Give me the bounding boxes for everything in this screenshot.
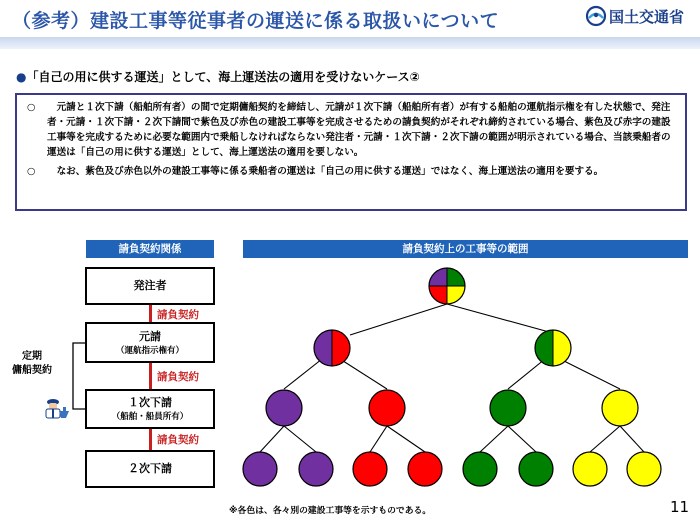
contract-label: 請負契約 [157,371,199,383]
node-red [408,452,442,486]
node-purple [243,452,277,486]
charter-label [12,350,52,378]
tier4-nodes [243,452,661,486]
box-first-label: １次下請 [128,396,172,409]
ministry-emblem-icon [585,5,607,27]
footnote: ※各色は、各々別の建設工事等を示すものである。 [229,506,432,516]
scope-tree [240,258,690,494]
contract-line [149,305,152,322]
ministry-logo [583,4,695,28]
node-yellow [573,452,607,486]
note-mark: ○ [27,102,36,113]
ship-captain-icon [40,394,70,422]
note-text: 元請と１次下請（船舶所有者）の間で定期傭船契約を締結し、元請が１次下請（船舶所有者）が有する船舶の運航指示権を有した状態で、発注者・元請・１次下請・２次下請間で紫色及び赤色の建設工事等を完成させるための請負契約がそれぞれ締約されている場合、紫色及び赤字の建設工事等を完成するために必要な範囲内で乗船しなければならない発注者・元請・１次下請・２次下請の範囲が明示されている場合、当該乗船者の運送は「自己の用に供する運送」として、海上運送法の適用を要しない。 [47,102,671,158]
contract-relation-header: 請負契約関係 [86,240,214,258]
case-heading [16,68,420,85]
page-number: 11 [670,498,690,516]
bullet-dot: ● [16,70,27,84]
contract-line [149,429,152,450]
charter-label-line2: 傭船契約 [12,365,52,376]
contract-label: 請負契約 [157,434,199,446]
ministry-name: 国土交通省 [609,8,685,26]
box-first-sub: （船舶・船員所有） [111,412,189,422]
node-purple [266,390,302,426]
page-title: （参考）建設工事等従事者の運送に係る取扱いについて [12,10,500,32]
notes-box [15,93,687,211]
note-item [27,164,675,179]
box-prime-sub: （運航指示権有） [115,346,184,356]
node-yellow [627,452,661,486]
box-first-subcontractor [85,389,215,429]
node-prime-left [314,330,350,366]
case-heading-text: 「自己の用に供する運送」として、海上運送法の適用を受けないケース② [26,70,420,84]
charter-label-line1: 定期 [22,351,42,362]
contract-line [149,363,152,389]
node-prime-right [535,330,571,366]
box-second-subcontractor [85,450,215,488]
contract-label: 請負契約 [157,309,199,321]
box-prime-label: 元請 [139,330,161,343]
node-green [519,452,553,486]
node-green [490,390,526,426]
node-purple [299,452,333,486]
tier3-nodes [266,390,638,426]
scope-header: 請負契約上の工事等の範囲 [243,240,688,258]
box-orderer [85,267,215,305]
node-red [369,390,405,426]
node-orderer [429,268,465,304]
tree-lines [260,304,644,452]
box-prime-contractor [85,322,215,363]
box-orderer-label: 発注者 [133,279,167,292]
node-yellow [602,390,638,426]
note-text: なお、紫色及び赤色以外の建設工事等に係る乗船者の運送は「自己の用に供する運送」ではなく、海上運送法の適用を要する。 [47,166,604,177]
node-green [463,452,497,486]
note-mark: ○ [27,166,36,177]
note-item [27,100,675,160]
node-red [353,452,387,486]
box-second-label: ２次下請 [128,462,172,475]
header-band [0,37,700,49]
